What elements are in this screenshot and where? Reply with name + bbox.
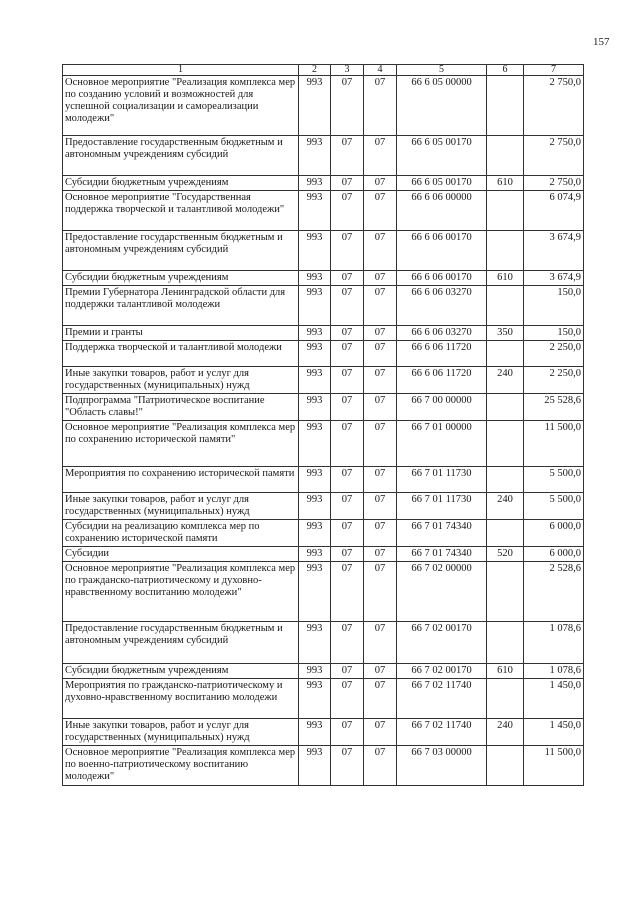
row-expense-type-cell	[487, 622, 524, 664]
row-name-cell: Поддержка творческой и талантливой молодежи	[63, 341, 299, 367]
row-amount-cell: 3 674,9	[524, 271, 584, 286]
row-expense-type-cell: 610	[487, 176, 524, 191]
row-target-article-cell: 66 6 06 00170	[397, 231, 487, 271]
table-row	[63, 520, 584, 547]
row-target-article-cell: 66 6 06 11720	[397, 341, 487, 367]
row-name-cell: Предоставление государственным бюджетным и автономным учреждениям субсидий	[63, 622, 299, 664]
table-row	[63, 622, 584, 664]
row-subsection-cell: 07	[364, 562, 397, 622]
row-grbs-cell: 993	[299, 421, 331, 467]
row-grbs-cell: 993	[299, 341, 331, 367]
page-number: 157	[593, 36, 610, 48]
col-header-5: 5	[397, 65, 487, 76]
row-subsection-cell: 07	[364, 467, 397, 493]
row-name-cell: Подпрограмма "Патриотическое воспитание "Область славы!"	[63, 394, 299, 421]
row-name-cell: Премии Губернатора Ленинградской области для поддержки талантливой молодежи	[63, 286, 299, 326]
row-section-cell: 07	[331, 76, 364, 136]
row-amount-cell: 150,0	[524, 286, 584, 326]
row-grbs-cell: 993	[299, 562, 331, 622]
row-subsection-cell: 07	[364, 421, 397, 467]
table-row	[63, 421, 584, 467]
row-grbs-cell: 993	[299, 271, 331, 286]
row-grbs-cell: 993	[299, 719, 331, 746]
row-amount-cell: 2 250,0	[524, 341, 584, 367]
row-amount-cell: 1 078,6	[524, 664, 584, 679]
row-target-article-cell: 66 7 02 11740	[397, 679, 487, 719]
budget-table	[62, 64, 584, 786]
table-row	[63, 76, 584, 136]
row-expense-type-cell: 520	[487, 547, 524, 562]
col-header-1: 1	[63, 65, 299, 76]
row-section-cell: 07	[331, 191, 364, 231]
row-name-cell: Предоставление государственным бюджетным и автономным учреждениям субсидий	[63, 231, 299, 271]
row-name-cell: Иные закупки товаров, работ и услуг для государственных (муниципальных) нужд	[63, 719, 299, 746]
row-expense-type-cell: 610	[487, 664, 524, 679]
row-amount-cell: 1 450,0	[524, 679, 584, 719]
row-grbs-cell: 993	[299, 394, 331, 421]
row-target-article-cell: 66 7 01 00000	[397, 421, 487, 467]
row-subsection-cell: 07	[364, 231, 397, 271]
row-section-cell: 07	[331, 547, 364, 562]
row-amount-cell: 1 078,6	[524, 622, 584, 664]
row-target-article-cell: 66 7 03 00000	[397, 746, 487, 786]
row-subsection-cell: 07	[364, 76, 397, 136]
row-subsection-cell: 07	[364, 679, 397, 719]
row-subsection-cell: 07	[364, 271, 397, 286]
row-expense-type-cell	[487, 76, 524, 136]
table-row	[63, 231, 584, 271]
row-name-cell: Основное мероприятие "Государственная поддержка творческой и талантливой молодежи"	[63, 191, 299, 231]
row-target-article-cell: 66 6 06 03270	[397, 286, 487, 326]
row-name-cell: Мероприятия по сохранению исторической памяти	[63, 467, 299, 493]
row-section-cell: 07	[331, 746, 364, 786]
row-subsection-cell: 07	[364, 367, 397, 394]
row-amount-cell: 5 500,0	[524, 493, 584, 520]
row-amount-cell: 2 750,0	[524, 76, 584, 136]
row-subsection-cell: 07	[364, 394, 397, 421]
row-amount-cell: 25 528,6	[524, 394, 584, 421]
row-section-cell: 07	[331, 231, 364, 271]
row-section-cell: 07	[331, 341, 364, 367]
row-grbs-cell: 993	[299, 746, 331, 786]
row-section-cell: 07	[331, 493, 364, 520]
col-header-6: 6	[487, 65, 524, 76]
row-expense-type-cell	[487, 394, 524, 421]
table-row	[63, 191, 584, 231]
table-row	[63, 547, 584, 562]
row-expense-type-cell	[487, 562, 524, 622]
row-subsection-cell: 07	[364, 176, 397, 191]
row-section-cell: 07	[331, 421, 364, 467]
row-name-cell: Иные закупки товаров, работ и услуг для государственных (муниципальных) нужд	[63, 493, 299, 520]
row-name-cell: Основное мероприятие "Реализация комплекса мер по созданию условий и возможностей для успешной социализации и самореализации молодежи"	[63, 76, 299, 136]
row-expense-type-cell: 350	[487, 326, 524, 341]
row-amount-cell: 150,0	[524, 326, 584, 341]
row-subsection-cell: 07	[364, 622, 397, 664]
row-amount-cell: 2 750,0	[524, 136, 584, 176]
table-row	[63, 746, 584, 786]
row-amount-cell: 6 074,9	[524, 191, 584, 231]
row-name-cell: Премии и гранты	[63, 326, 299, 341]
col-header-3: 3	[331, 65, 364, 76]
row-section-cell: 07	[331, 467, 364, 493]
row-grbs-cell: 993	[299, 622, 331, 664]
col-header-2: 2	[299, 65, 331, 76]
col-header-4: 4	[364, 65, 397, 76]
row-name-cell: Предоставление государственным бюджетным и автономным учреждениям субсидий	[63, 136, 299, 176]
row-amount-cell: 1 450,0	[524, 719, 584, 746]
row-grbs-cell: 993	[299, 176, 331, 191]
row-amount-cell: 2 528,6	[524, 562, 584, 622]
row-expense-type-cell	[487, 746, 524, 786]
table-row	[63, 394, 584, 421]
row-name-cell: Иные закупки товаров, работ и услуг для государственных (муниципальных) нужд	[63, 367, 299, 394]
row-target-article-cell: 66 6 06 03270	[397, 326, 487, 341]
row-target-article-cell: 66 7 00 00000	[397, 394, 487, 421]
table-row	[63, 719, 584, 746]
row-expense-type-cell	[487, 421, 524, 467]
row-target-article-cell: 66 7 02 00170	[397, 622, 487, 664]
table-row	[63, 493, 584, 520]
row-grbs-cell: 993	[299, 286, 331, 326]
row-target-article-cell: 66 6 06 00000	[397, 191, 487, 231]
row-grbs-cell: 993	[299, 136, 331, 176]
row-section-cell: 07	[331, 176, 364, 191]
row-subsection-cell: 07	[364, 547, 397, 562]
row-target-article-cell: 66 7 02 11740	[397, 719, 487, 746]
row-grbs-cell: 993	[299, 231, 331, 271]
row-grbs-cell: 993	[299, 467, 331, 493]
row-target-article-cell: 66 7 02 00000	[397, 562, 487, 622]
row-subsection-cell: 07	[364, 520, 397, 547]
table-row	[63, 664, 584, 679]
row-expense-type-cell	[487, 136, 524, 176]
row-amount-cell: 2 750,0	[524, 176, 584, 191]
row-subsection-cell: 07	[364, 493, 397, 520]
row-section-cell: 07	[331, 679, 364, 719]
row-name-cell: Основное мероприятие "Реализация комплекса мер по военно-патриотическому воспитанию молодежи"	[63, 746, 299, 786]
row-section-cell: 07	[331, 286, 364, 326]
row-section-cell: 07	[331, 520, 364, 547]
table-row	[63, 679, 584, 719]
row-section-cell: 07	[331, 271, 364, 286]
row-section-cell: 07	[331, 719, 364, 746]
row-grbs-cell: 993	[299, 76, 331, 136]
row-amount-cell: 2 250,0	[524, 367, 584, 394]
row-grbs-cell: 993	[299, 664, 331, 679]
row-target-article-cell: 66 7 02 00170	[397, 664, 487, 679]
row-grbs-cell: 993	[299, 367, 331, 394]
header-row	[63, 65, 584, 76]
row-name-cell: Основное мероприятие "Реализация комплекса мер по гражданско-патриотическому и духовно-нравственному воспитанию молодежи"	[63, 562, 299, 622]
row-expense-type-cell: 240	[487, 493, 524, 520]
table-row	[63, 367, 584, 394]
row-target-article-cell: 66 6 06 11720	[397, 367, 487, 394]
row-subsection-cell: 07	[364, 326, 397, 341]
row-amount-cell: 3 674,9	[524, 231, 584, 271]
table-row	[63, 341, 584, 367]
table-body	[63, 76, 584, 786]
row-name-cell: Субсидии на реализацию комплекса мер по сохранению исторической памяти	[63, 520, 299, 547]
row-expense-type-cell: 240	[487, 367, 524, 394]
row-section-cell: 07	[331, 136, 364, 176]
row-section-cell: 07	[331, 394, 364, 421]
row-name-cell: Субсидии бюджетным учреждениям	[63, 176, 299, 191]
row-name-cell: Субсидии бюджетным учреждениям	[63, 271, 299, 286]
row-target-article-cell: 66 6 05 00000	[397, 76, 487, 136]
row-amount-cell: 11 500,0	[524, 746, 584, 786]
row-target-article-cell: 66 7 01 74340	[397, 547, 487, 562]
row-target-article-cell: 66 6 05 00170	[397, 176, 487, 191]
row-target-article-cell: 66 7 01 74340	[397, 520, 487, 547]
row-subsection-cell: 07	[364, 341, 397, 367]
table-row	[63, 176, 584, 191]
row-expense-type-cell	[487, 467, 524, 493]
row-grbs-cell: 993	[299, 547, 331, 562]
row-subsection-cell: 07	[364, 286, 397, 326]
row-expense-type-cell	[487, 679, 524, 719]
row-expense-type-cell	[487, 231, 524, 271]
table-row	[63, 326, 584, 341]
table-row	[63, 562, 584, 622]
row-section-cell: 07	[331, 622, 364, 664]
row-section-cell: 07	[331, 326, 364, 341]
row-name-cell: Субсидии	[63, 547, 299, 562]
row-section-cell: 07	[331, 562, 364, 622]
row-name-cell: Основное мероприятие "Реализация комплекса мер по сохранению исторической памяти"	[63, 421, 299, 467]
row-expense-type-cell	[487, 191, 524, 231]
row-target-article-cell: 66 6 05 00170	[397, 136, 487, 176]
row-name-cell: Мероприятия по гражданско-патриотическому и духовно-нравственному воспитанию молодежи	[63, 679, 299, 719]
row-subsection-cell: 07	[364, 136, 397, 176]
row-grbs-cell: 993	[299, 326, 331, 341]
row-expense-type-cell	[487, 286, 524, 326]
row-target-article-cell: 66 7 01 11730	[397, 493, 487, 520]
row-target-article-cell: 66 7 01 11730	[397, 467, 487, 493]
row-subsection-cell: 07	[364, 191, 397, 231]
row-subsection-cell: 07	[364, 719, 397, 746]
row-section-cell: 07	[331, 367, 364, 394]
row-grbs-cell: 993	[299, 520, 331, 547]
row-amount-cell: 6 000,0	[524, 547, 584, 562]
table-row	[63, 467, 584, 493]
row-grbs-cell: 993	[299, 191, 331, 231]
table-row	[63, 136, 584, 176]
row-amount-cell: 11 500,0	[524, 421, 584, 467]
row-section-cell: 07	[331, 664, 364, 679]
row-grbs-cell: 993	[299, 679, 331, 719]
row-expense-type-cell	[487, 520, 524, 547]
row-name-cell: Субсидии бюджетным учреждениям	[63, 664, 299, 679]
row-expense-type-cell	[487, 341, 524, 367]
table-row	[63, 271, 584, 286]
row-target-article-cell: 66 6 06 00170	[397, 271, 487, 286]
row-expense-type-cell: 610	[487, 271, 524, 286]
row-subsection-cell: 07	[364, 746, 397, 786]
table-row	[63, 286, 584, 326]
row-subsection-cell: 07	[364, 664, 397, 679]
col-header-7: 7	[524, 65, 584, 76]
row-expense-type-cell: 240	[487, 719, 524, 746]
row-amount-cell: 5 500,0	[524, 467, 584, 493]
row-amount-cell: 6 000,0	[524, 520, 584, 547]
row-grbs-cell: 993	[299, 493, 331, 520]
